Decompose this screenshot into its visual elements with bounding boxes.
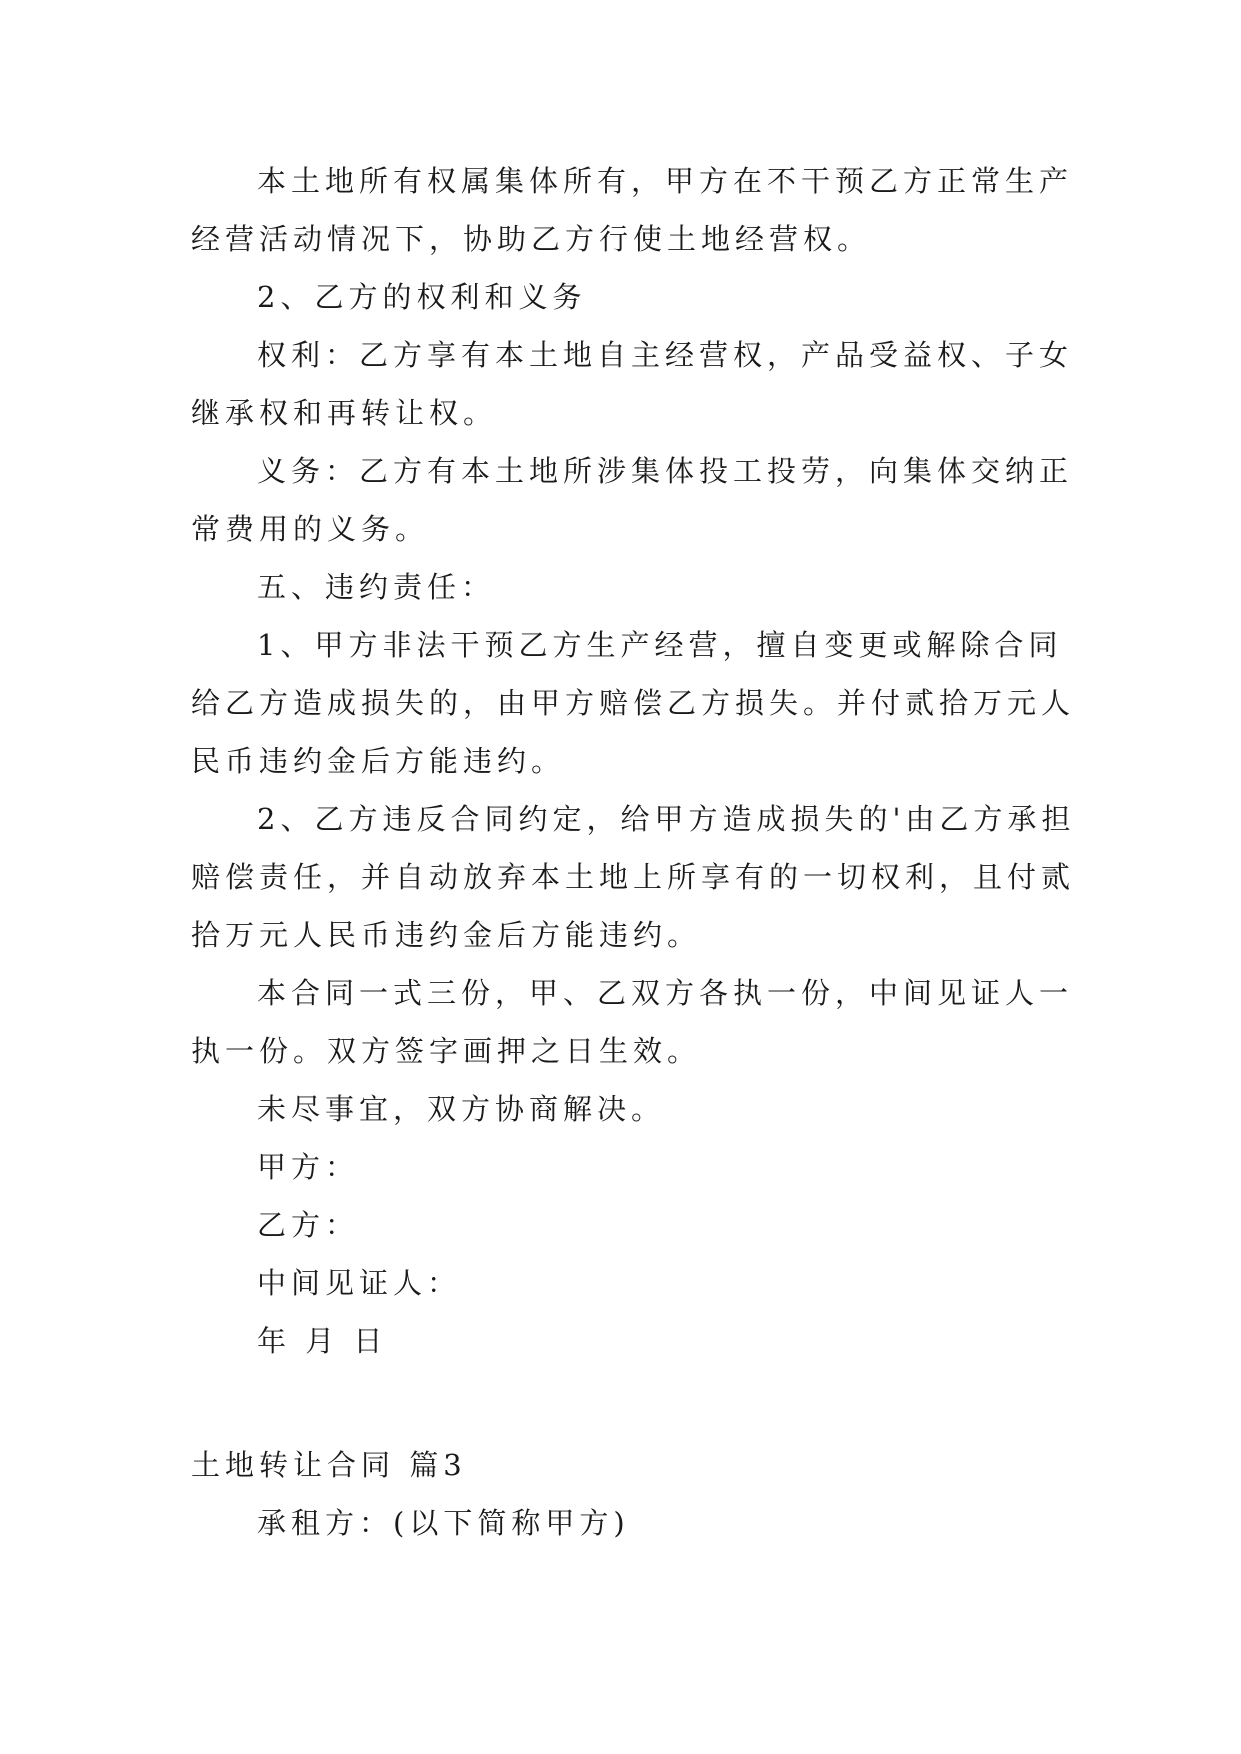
paragraph-breach-b-line1: 2、乙方违反合同约定，给甲方造成损失的'由乙方承担 (257, 802, 1076, 836)
paragraph-lessee: 承租方：(以下简称甲方) (257, 1506, 630, 1540)
paragraph-copies-line2: 执一份。双方签字画押之日生效。 (191, 1034, 702, 1068)
signature-party-a: 甲方： (257, 1150, 360, 1184)
heading-breach-liability: 五、违约责任： (257, 570, 496, 604)
heading-party-b-rights: 2、乙方的权利和义务 (257, 280, 587, 314)
paragraph-rights-line2: 继承权和再转让权。 (191, 396, 498, 430)
section-3 (191, 1436, 1061, 1552)
paragraph-unresolved-matters: 未尽事宜，双方协商解决。 (257, 1092, 666, 1126)
signature-party-b: 乙方： (257, 1208, 360, 1242)
paragraph-breach-a-line1: 1、甲方非法干预乙方生产经营，擅自变更或解除合同 (257, 628, 1063, 662)
paragraph-obligations-line2: 常费用的义务。 (191, 512, 430, 546)
paragraph-breach-b-line3: 拾万元人民币违约金后方能违约。 (191, 918, 702, 952)
section-title: 土地转让合同 篇3 (191, 1448, 467, 1482)
paragraph-breach-a-line3: 民币违约金后方能违约。 (191, 744, 566, 778)
contract-body (191, 152, 1076, 1370)
signature-witness: 中间见证人： (257, 1266, 462, 1300)
paragraph-rights-line1: 权利：乙方享有本土地自主经营权，产品受益权、子女 (257, 338, 1074, 372)
paragraph-copies-line1: 本合同一式三份，甲、乙双方各执一份，中间见证人一 (257, 976, 1074, 1010)
paragraph-breach-a-line2: 给乙方造成损失的，由甲方赔偿乙方损失。并付贰拾万元人 (191, 686, 1076, 720)
paragraph-ownership-line1: 本土地所有权属集体所有，甲方在不干预乙方正常生产 (257, 164, 1074, 198)
paragraph-ownership-line2: 经营活动情况下，协助乙方行使土地经营权。 (191, 222, 872, 256)
paragraph-obligations-line1: 义务：乙方有本土地所涉集体投工投劳，向集体交纳正 (257, 454, 1074, 488)
signature-date: 年 月 日 (257, 1324, 388, 1358)
paragraph-breach-b-line2: 赔偿责任，并自动放弃本土地上所享有的一切权利，且付贰 (191, 860, 1076, 894)
